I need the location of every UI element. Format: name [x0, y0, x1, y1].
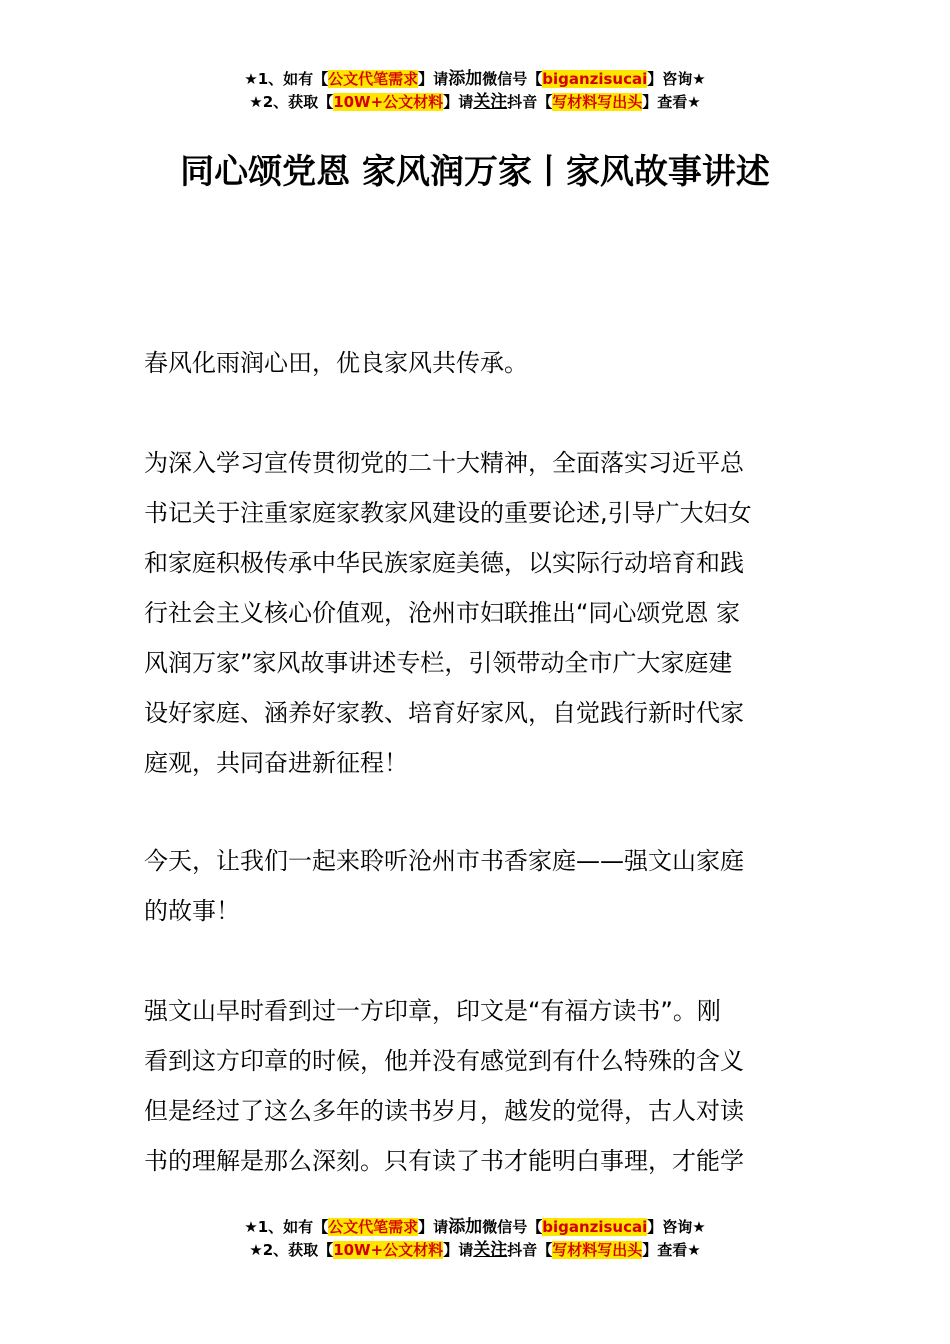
paragraph-line: 的故事！ [144, 897, 240, 925]
banner-highlight-materials: 10W+公文材料 [333, 1241, 444, 1259]
banner-text: 】请 [418, 70, 449, 88]
banner-text: ★2、获取【 [249, 1241, 334, 1259]
banner-text: ★2、获取【 [249, 93, 334, 111]
banner-highlight-service: 公文代笔需求 [328, 1218, 419, 1236]
banner-text: 】请 [443, 1241, 474, 1259]
document-title: 同心颂党恩 家风润万家丨家风故事讲述 [180, 152, 770, 192]
banner-text: 】查看★ [642, 1241, 701, 1259]
banner-highlight-douyin-account: 写材料写出头 [552, 1241, 643, 1259]
paragraph-line: 看到这方印章的时候，他并没有感觉到有什么特殊的含义 [144, 1047, 744, 1075]
banner-text: 】请 [443, 93, 474, 111]
banner-highlight-wechat-id: biganzisucai [542, 70, 648, 88]
banner-text: 微信号【 [482, 70, 543, 88]
banner-text: 抖音【 [507, 1241, 553, 1259]
banner-highlight-service: 公文代笔需求 [328, 70, 419, 88]
banner-text: 抖音【 [507, 93, 553, 111]
paragraph-line: 春风化雨润心田，优良家风共传承。 [144, 349, 528, 377]
paragraph [144, 836, 806, 936]
paragraph-line: 为深入学习宣传贯彻党的二十大精神，全面落实习近平总 [144, 449, 744, 477]
banner-text: 】请 [418, 1218, 449, 1236]
banner-highlight-materials: 10W+公文材料 [333, 93, 444, 111]
paragraph-line: 强文山早时看到过一方印章，印文是“有福方读书”。刚 [144, 997, 721, 1025]
paragraph [144, 986, 806, 1186]
banner-highlight-wechat-id: biganzisucai [542, 1218, 648, 1236]
paragraph-line: 设好家庭、涵养好家教、培育好家风，自觉践行新时代家 [144, 699, 744, 727]
banner-text: ★1、如有【 [244, 1218, 329, 1236]
banner-emphasis: 添加 [448, 69, 483, 89]
banner-text: ★1、如有【 [244, 70, 329, 88]
banner-text: 】咨询★ [647, 70, 706, 88]
paragraph-line: 书记关于注重家庭家教家风建设的重要论述,引导广大妇女 [144, 499, 752, 527]
banner-text: 】查看★ [642, 93, 701, 111]
header-banner [0, 68, 950, 114]
banner-line-2 [0, 91, 950, 114]
banner-line-2 [0, 1239, 950, 1262]
banner-text: 】咨询★ [647, 1218, 706, 1236]
paragraph-line: 书的理解是那么深刻。只有读了书才能明白事理，才能学 [144, 1147, 744, 1175]
paragraph-line: 和家庭积极传承中华民族家庭美德，以实际行动培育和践 [144, 549, 744, 577]
paragraph-line: 风润万家”家风故事讲述专栏，引领带动全市广大家庭建 [144, 649, 733, 677]
banner-emphasis: 关注 [473, 1240, 508, 1260]
paragraph-line: 但是经过了这么多年的读书岁月，越发的觉得，古人对读 [144, 1097, 744, 1125]
paragraph-line: 行社会主义核心价值观，沧州市妇联推出“同心颂党恩 家 [144, 599, 741, 627]
paragraph-line: 庭观，共同奋进新征程！ [144, 749, 408, 777]
banner-line-1 [0, 1216, 950, 1239]
banner-text: 微信号【 [482, 1218, 543, 1236]
paragraph [144, 438, 806, 788]
paragraph-line: 今天，让我们一起来聆听沧州市书香家庭——强文山家庭 [144, 847, 744, 875]
footer-banner [0, 1216, 950, 1262]
paragraph [144, 338, 806, 388]
banner-emphasis: 关注 [473, 92, 508, 112]
banner-emphasis: 添加 [448, 1217, 483, 1237]
banner-highlight-douyin-account: 写材料写出头 [552, 93, 643, 111]
banner-line-1 [0, 68, 950, 91]
